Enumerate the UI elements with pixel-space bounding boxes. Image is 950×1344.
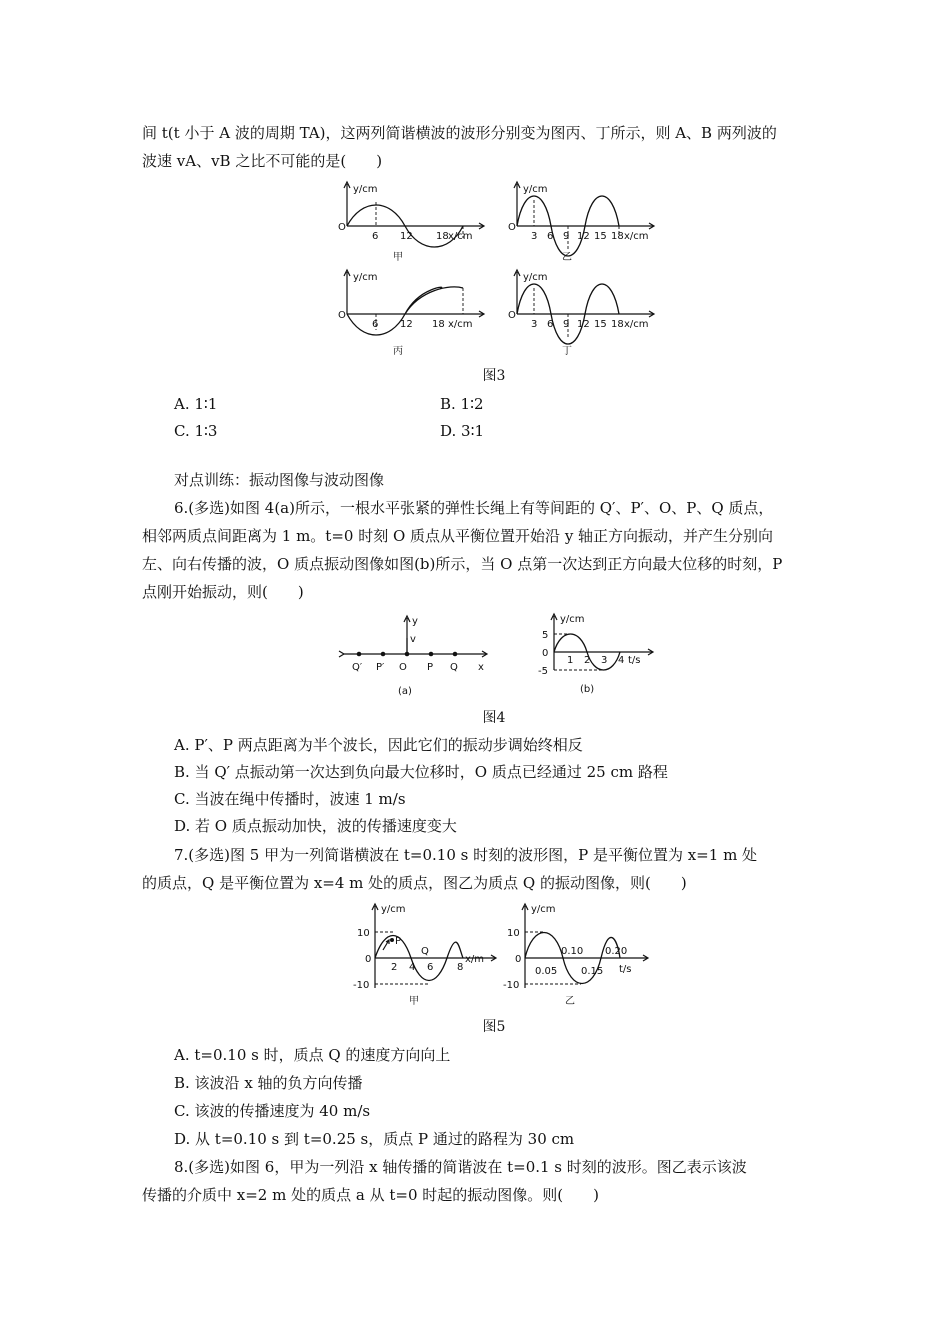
y-tick: -10 (353, 980, 370, 991)
axis-t-label: t/s (628, 655, 641, 666)
panel-y-label: y/cm (523, 184, 548, 195)
q6-stem-line-2: 相邻两质点间距离为 1 m。t=0 时刻 O 质点从平衡位置开始沿 y 轴正方向振动，并产生分别向 (142, 527, 774, 545)
panel-y-label: y/cm (353, 272, 378, 283)
panel-label: 甲 (393, 252, 403, 263)
x-tick: 2 (391, 962, 398, 973)
t-tick: 3 (601, 655, 608, 666)
panel-tick: 18 (611, 231, 624, 242)
origin-label: 0 (515, 954, 522, 965)
panel-tick: 18 (611, 319, 624, 330)
panel-tick: 9 (563, 319, 570, 330)
x-tick: 4 (409, 962, 416, 973)
figure3-panel-jia (320, 178, 500, 264)
panel-origin: O (508, 310, 516, 321)
figure5-jia-wave-graph (345, 900, 505, 1010)
panel-origin: O (508, 222, 516, 233)
y-tick: 10 (357, 928, 370, 939)
panel-tick: 6 (372, 231, 379, 242)
q7-option-a: A. t=0.10 s 时，质点 Q 的速度方向向上 (174, 1046, 451, 1064)
figure5-caption: 图5 (482, 1019, 506, 1035)
panel-label: 丁 (562, 346, 572, 357)
q6-stem-line-4: 点刚开始振动，则( ) (142, 583, 304, 601)
q6-option-c: C. 当波在绳中传播时，波速 1 m/s (174, 790, 406, 808)
panel-origin: O (338, 222, 346, 233)
section-title: 对点训练：振动图像与波动图像 (174, 471, 385, 489)
figure3-panel-ding (500, 266, 680, 358)
q5-option-a: A. 1∶1 (174, 395, 218, 413)
point-label: O (399, 662, 407, 673)
t-tick: 0.10 (561, 946, 584, 957)
panel-tick: 18 (432, 319, 445, 330)
y-tick: -5 (538, 666, 548, 677)
point-label: Q (450, 662, 458, 673)
figure3-panel-bing (320, 266, 500, 358)
panel-tick: 6 (372, 319, 379, 330)
velocity-label: v (410, 634, 416, 645)
q6-option-a: A. P′、P 两点距离为半个波长，因此它们的振动步调始终相反 (174, 736, 583, 754)
t-tick: 0.15 (581, 966, 604, 977)
figure-label: (a) (398, 686, 412, 697)
t-tick: 0.20 (605, 946, 628, 957)
q7-stem-line-2: 的质点，Q 是平衡位置为 x=4 m 处的质点，图乙为质点 Q 的振动图像，则( ) (142, 874, 687, 892)
panel-tick: 12 (400, 319, 413, 330)
point-label: Q′ (352, 662, 363, 673)
q6-option-d: D. 若 O 质点振动加快，波的传播速度变大 (174, 817, 457, 835)
t-tick: 2 (584, 655, 591, 666)
panel-tick: 12 (577, 231, 590, 242)
y-tick: -10 (503, 980, 520, 991)
axis-t-label: t/s (619, 964, 632, 975)
q8-stem-line-2: 传播的介质中 x=2 m 处的质点 a 从 t=0 时起的振动图像。则( ) (142, 1186, 599, 1204)
figure3-caption: 图3 (482, 368, 506, 384)
panel-tick: 3 (531, 231, 538, 242)
q7-option-b: B. 该波沿 x 轴的负方向传播 (174, 1074, 363, 1092)
figure3-panel-yi (500, 178, 680, 264)
q6-stem-line-1: 6.(多选)如图 4(a)所示，一根水平张紧的弹性长绳上有等间距的 Q′、P′、O、P、Q 质点， (174, 499, 774, 517)
panel-tick: 12 (577, 319, 590, 330)
panel-tick: 9 (563, 231, 570, 242)
axis-y-label: y (412, 616, 418, 627)
axis-x-label: x (478, 662, 484, 673)
panel-label: 乙 (562, 252, 572, 263)
axis-y-label: y/cm (531, 904, 556, 915)
panel-y-label: y/cm (523, 272, 548, 283)
q5-option-b: B. 1∶2 (440, 395, 484, 413)
panel-x-label: x/cm (624, 319, 649, 330)
q5-option-c: C. 1∶3 (174, 422, 218, 440)
panel-tick: 3 (531, 319, 538, 330)
y-tick: 10 (507, 928, 520, 939)
panel-tick: 6 (547, 319, 554, 330)
panel-label: 丙 (393, 346, 403, 357)
point-p-label: P (395, 936, 402, 947)
q7-stem-line-1: 7.(多选)图 5 甲为一列简谐横波在 t=0.10 s 时刻的波形图，P 是平衡位置为 x=1 m 处 (174, 846, 758, 864)
panel-x-label: x/cm (624, 231, 649, 242)
t-tick: 0.05 (535, 966, 558, 977)
panel-x-label: x/cm (448, 231, 473, 242)
panel-tick: 18 (436, 231, 449, 242)
x-tick: 6 (427, 962, 434, 973)
origin-label: 0 (542, 648, 549, 659)
point-label: P (427, 662, 434, 673)
panel-tick: 6 (547, 231, 554, 242)
origin-label: 0 (365, 954, 372, 965)
point-label: P′ (376, 662, 385, 673)
q7-option-d: D. 从 t=0.10 s 到 t=0.25 s，质点 P 通过的路程为 30 cm (174, 1130, 575, 1148)
q5-stem-line-1: 间 t(t 小于 A 波的周期 TA)，这两列简谐横波的波形分别变为图丙、丁所示，则 A、B 两列波的 (142, 124, 777, 142)
q8-stem-line-1: 8.(多选)如图 6，甲为一列沿 x 轴传播的简谐波在 t=0.1 s 时刻的波形。图乙表示该波 (174, 1158, 747, 1176)
panel-tick: 15 (594, 231, 607, 242)
figure5-yi-vibration-graph (505, 900, 665, 1010)
point-q-label: Q (421, 946, 429, 957)
panel-tick: 15 (594, 319, 607, 330)
axis-y-label: y/cm (560, 614, 585, 625)
figure4a-rope-diagram (336, 612, 496, 702)
x-tick: 8 (457, 962, 464, 973)
q6-stem-line-3: 左、向右传播的波，O 质点振动图像如图(b)所示，当 O 点第一次达到正方向最大位移的时刻，P (142, 555, 783, 573)
t-tick: 1 (567, 655, 574, 666)
figure-label: 乙 (565, 996, 575, 1007)
panel-tick: 12 (400, 231, 413, 242)
figure-label: 甲 (409, 996, 419, 1007)
figure4b-vibration-graph (528, 610, 658, 702)
q7-option-c: C. 该波的传播速度为 40 m/s (174, 1102, 371, 1120)
figure-label: (b) (580, 684, 595, 695)
q5-option-d: D. 3∶1 (440, 422, 485, 440)
panel-origin: O (338, 310, 346, 321)
axis-y-label: y/cm (381, 904, 406, 915)
y-tick: 5 (542, 630, 549, 641)
q6-option-b: B. 当 Q′ 点振动第一次达到负向最大位移时，O 质点已经通过 25 cm 路程 (174, 763, 668, 781)
t-tick: 4 (618, 655, 625, 666)
q5-stem-line-2: 波速 vA、vB 之比不可能的是( ) (142, 152, 383, 170)
panel-x-label: x/cm (448, 319, 473, 330)
figure4-caption: 图4 (482, 710, 506, 726)
panel-y-label: y/cm (353, 184, 378, 195)
axis-x-label: x/m (465, 954, 485, 965)
